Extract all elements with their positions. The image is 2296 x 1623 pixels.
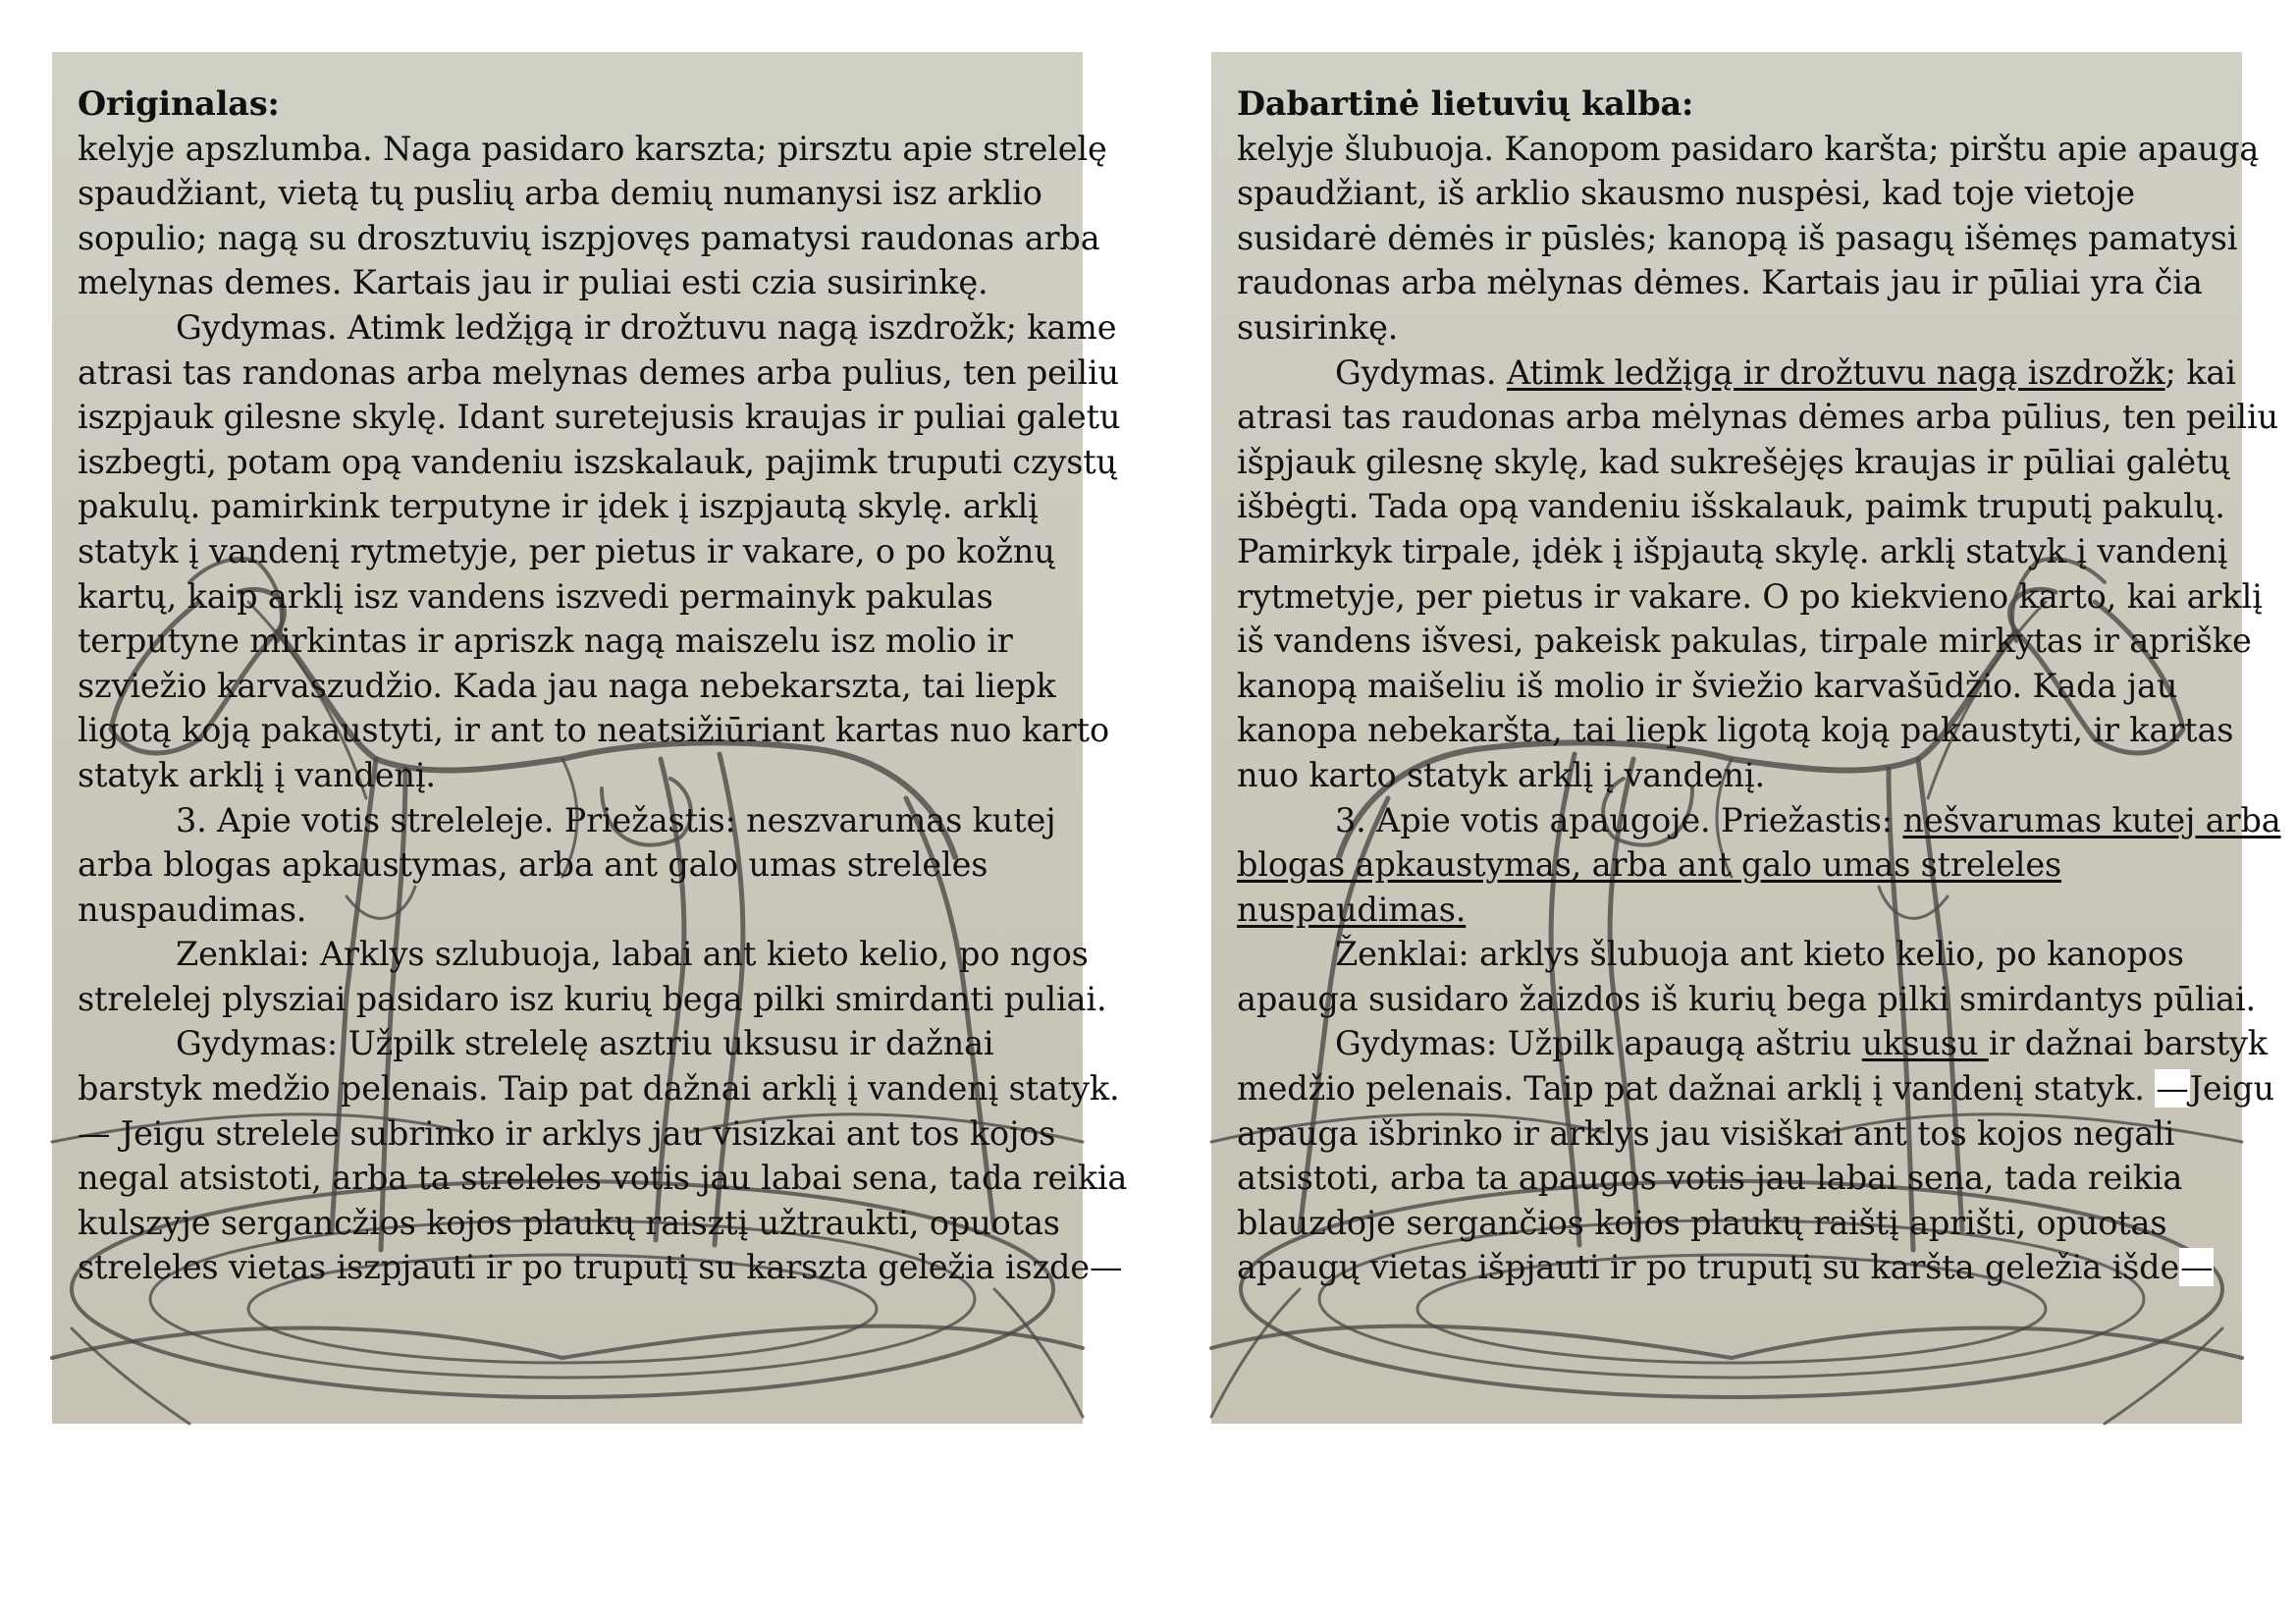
underlined-phrase: blogas apkaustymas, arba ant galo umas streleles [1237, 845, 2062, 885]
text-line: kanopa nebekaršta, tai liepk ligotą koją pakaustyti, ir kartas [1237, 711, 2234, 750]
text-line: melynas demes. Kartais jau ir puliai esti czia susirinkę. [78, 263, 988, 302]
underlined-phrase: nuspaudimas. [1237, 890, 1467, 929]
underlined-phrase: uksusu [1861, 1024, 1989, 1063]
text-line: Zenklai: Arklys szlubuoja, labai ant kieto kelio, po ngos [176, 935, 1089, 974]
text-line: negal atsistoti, arba ta streleles votis jau labai sena, tada reikia [78, 1159, 1128, 1198]
text-line: Gydymas: Užpilk apaugą aštriu uksusu ir dažnai barstyk [1335, 1024, 2268, 1063]
original-heading: Originalas: [78, 84, 280, 123]
text-line: kartų, kaip arklį isz vandens iszvedi permainyk pakulas [78, 576, 993, 616]
text-line: Pamirkyk tirpale, įdėk į išpjautą skylę. arklį statyk į vandenį [1237, 531, 2228, 570]
underlined-phrase: nešvarumas kutej arba [1902, 800, 2281, 839]
modern-text-panel [1211, 52, 2281, 1424]
text-line: Ženklai: arklys šlubuoja ant kieto kelio, po kanopos [1335, 935, 2184, 974]
text-line: statyk į vandenį rytmetyje, per pietus ir vakare, o po kožnų [78, 531, 1055, 570]
text-line: nuo karto statyk arklį į vandenį. [1237, 755, 1765, 794]
text-line: streleles vietas iszpjauti ir po truputį su karszta geležia iszde— [78, 1248, 1123, 1287]
text-line: 3. Apie votis streleleje. Priežastis: neszvarumas kutej [176, 800, 1056, 839]
text-line: kulszyje sergancžios kojos plaukų raisztį užtraukti, opuotas [78, 1203, 1060, 1242]
modern-text [1237, 81, 2281, 1290]
text-line: pakulų. pamirkink terputyne ir įdek į iszpjautą skylę. arklį [78, 487, 1039, 526]
text-line: raudonas arba mėlynas dėmes. Kartais jau ir pūliai yra čia [1237, 263, 2203, 302]
text-line: — Jeigu strelele subrinko ir arklys jau visizkai ant tos kojos [78, 1113, 1056, 1153]
text-line: kanopą maišeliu iš molio ir šviežio karvašūdžio. Kada jau [1237, 666, 2178, 705]
text-line: atrasi tas randonas arba melynas demes arba pulius, ten peiliu [78, 352, 1119, 392]
text-line: sopulio; nagą su drosztuvių iszpjovęs pamatysi raudonas arba [78, 218, 1100, 257]
text-line: strelelej plysziai pasidaro isz kurių bega pilki smirdanti puliai. [78, 979, 1107, 1018]
text-line: apaugų vietas išpjauti ir po truputį su karšta geležia išde— [1237, 1248, 2214, 1287]
text-line: barstyk medžio pelenais. Taip pat dažnai arklį į vandenį statyk. [78, 1069, 1120, 1109]
text-line: arba blogas apkaustymas, arba ant galo umas streleles [78, 845, 988, 885]
text-line: atsistoti, arba ta apaugos votis jau labai sena, tada reikia [1237, 1159, 2183, 1198]
text-line: terputyne mirkintas ir apriszk nagą maiszelu isz molio ir [78, 622, 1013, 661]
text-line: rytmetyje, per pietus ir vakare. O po kiekvieno karto, kai arklį [1237, 576, 2263, 616]
text-line: susidarė dėmės ir pūslės; kanopą iš pasagų išėmęs pamatysi [1237, 218, 2238, 257]
text-line: iš vandens išvesi, pakeisk pakulas, tirpale mirkytas ir apriške [1237, 622, 2252, 661]
text-line [1237, 842, 2258, 888]
text-line: susirinkę. [1237, 307, 1399, 347]
text-line [1237, 888, 2258, 933]
text-line: spaudžiant, vietą tų puslių arba demių numanysi isz arklio [78, 174, 1042, 213]
text-line: statyk arklį į vandenį. [78, 755, 436, 794]
text-line: atrasi tas raudonas arba mėlynas dėmes arba pūlius, ten peiliu [1237, 398, 2278, 437]
text-line: iszbegti, potam opą vandeniu iszskalauk, pajimk truputi czystų [78, 442, 1117, 481]
text-line: Gydymas: Užpilk strelelę asztriu uksusu ir dažnai [176, 1024, 994, 1063]
text-line: iszpjauk gilesne skylę. Idant suretejusis kraujas ir puliai galetu [78, 398, 1121, 437]
text-line: spaudžiant, iš arklio skausmo nuspėsi, kad toje vietoje [1237, 174, 2135, 213]
text-line: apauga susidaro žaizdos iš kurių bega pilki smirdantys pūliai. [1237, 979, 2257, 1018]
text-line: nuspaudimas. [78, 890, 307, 929]
text-line: medžio pelenais. Taip pat dažnai arklį į vandenį statyk. —Jeigu [1237, 1069, 2274, 1109]
text-line: Gydymas. Atimk ledžįgą ir drožtuvu nagą iszdrožk; kai [1335, 352, 2236, 392]
text-line: išbėgti. Tada opą vandeniu išskalauk, paimk truputį pakulų. [1237, 487, 2225, 526]
underlined-phrase: Atimk ledžįgą ir drožtuvu nagą iszdrožk [1506, 352, 2165, 392]
original-text [78, 81, 1128, 1290]
text-line: szviežio karvaszudžio. Kada jau naga nebekarszta, tai liepk [78, 666, 1056, 705]
text-line: 3. Apie votis apaugoje. Priežastis: nešvarumas kutej arba [1335, 800, 2281, 839]
original-text-panel [52, 52, 1128, 1424]
text-line: išpjauk gilesnę skylę, kad sukrešėjęs kraujas ir pūliai galėtų [1237, 442, 2230, 481]
text-line: blauzdoje sergančios kojos plaukų raištį aprišti, opuotas [1237, 1203, 2167, 1242]
modern-heading: Dabartinė lietuvių kalba: [1237, 84, 1694, 123]
text-line: apauga išbrinko ir arklys jau visiškai ant tos kojos negali [1237, 1113, 2175, 1153]
text-line: kelyje apszlumba. Naga pasidaro karszta; pirsztu apie strelelę [78, 129, 1107, 168]
text-line: ligotą koją pakaustyti, ir ant to neatsižiūriant kartas nuo karto [78, 711, 1109, 750]
text-line: Gydymas. Atimk ledžįgą ir drožtuvu nagą iszdrožk; kame [176, 307, 1117, 347]
text-line: kelyje šlubuoja. Kanopom pasidaro karšta; pirštu apie apaugą [1237, 129, 2260, 168]
